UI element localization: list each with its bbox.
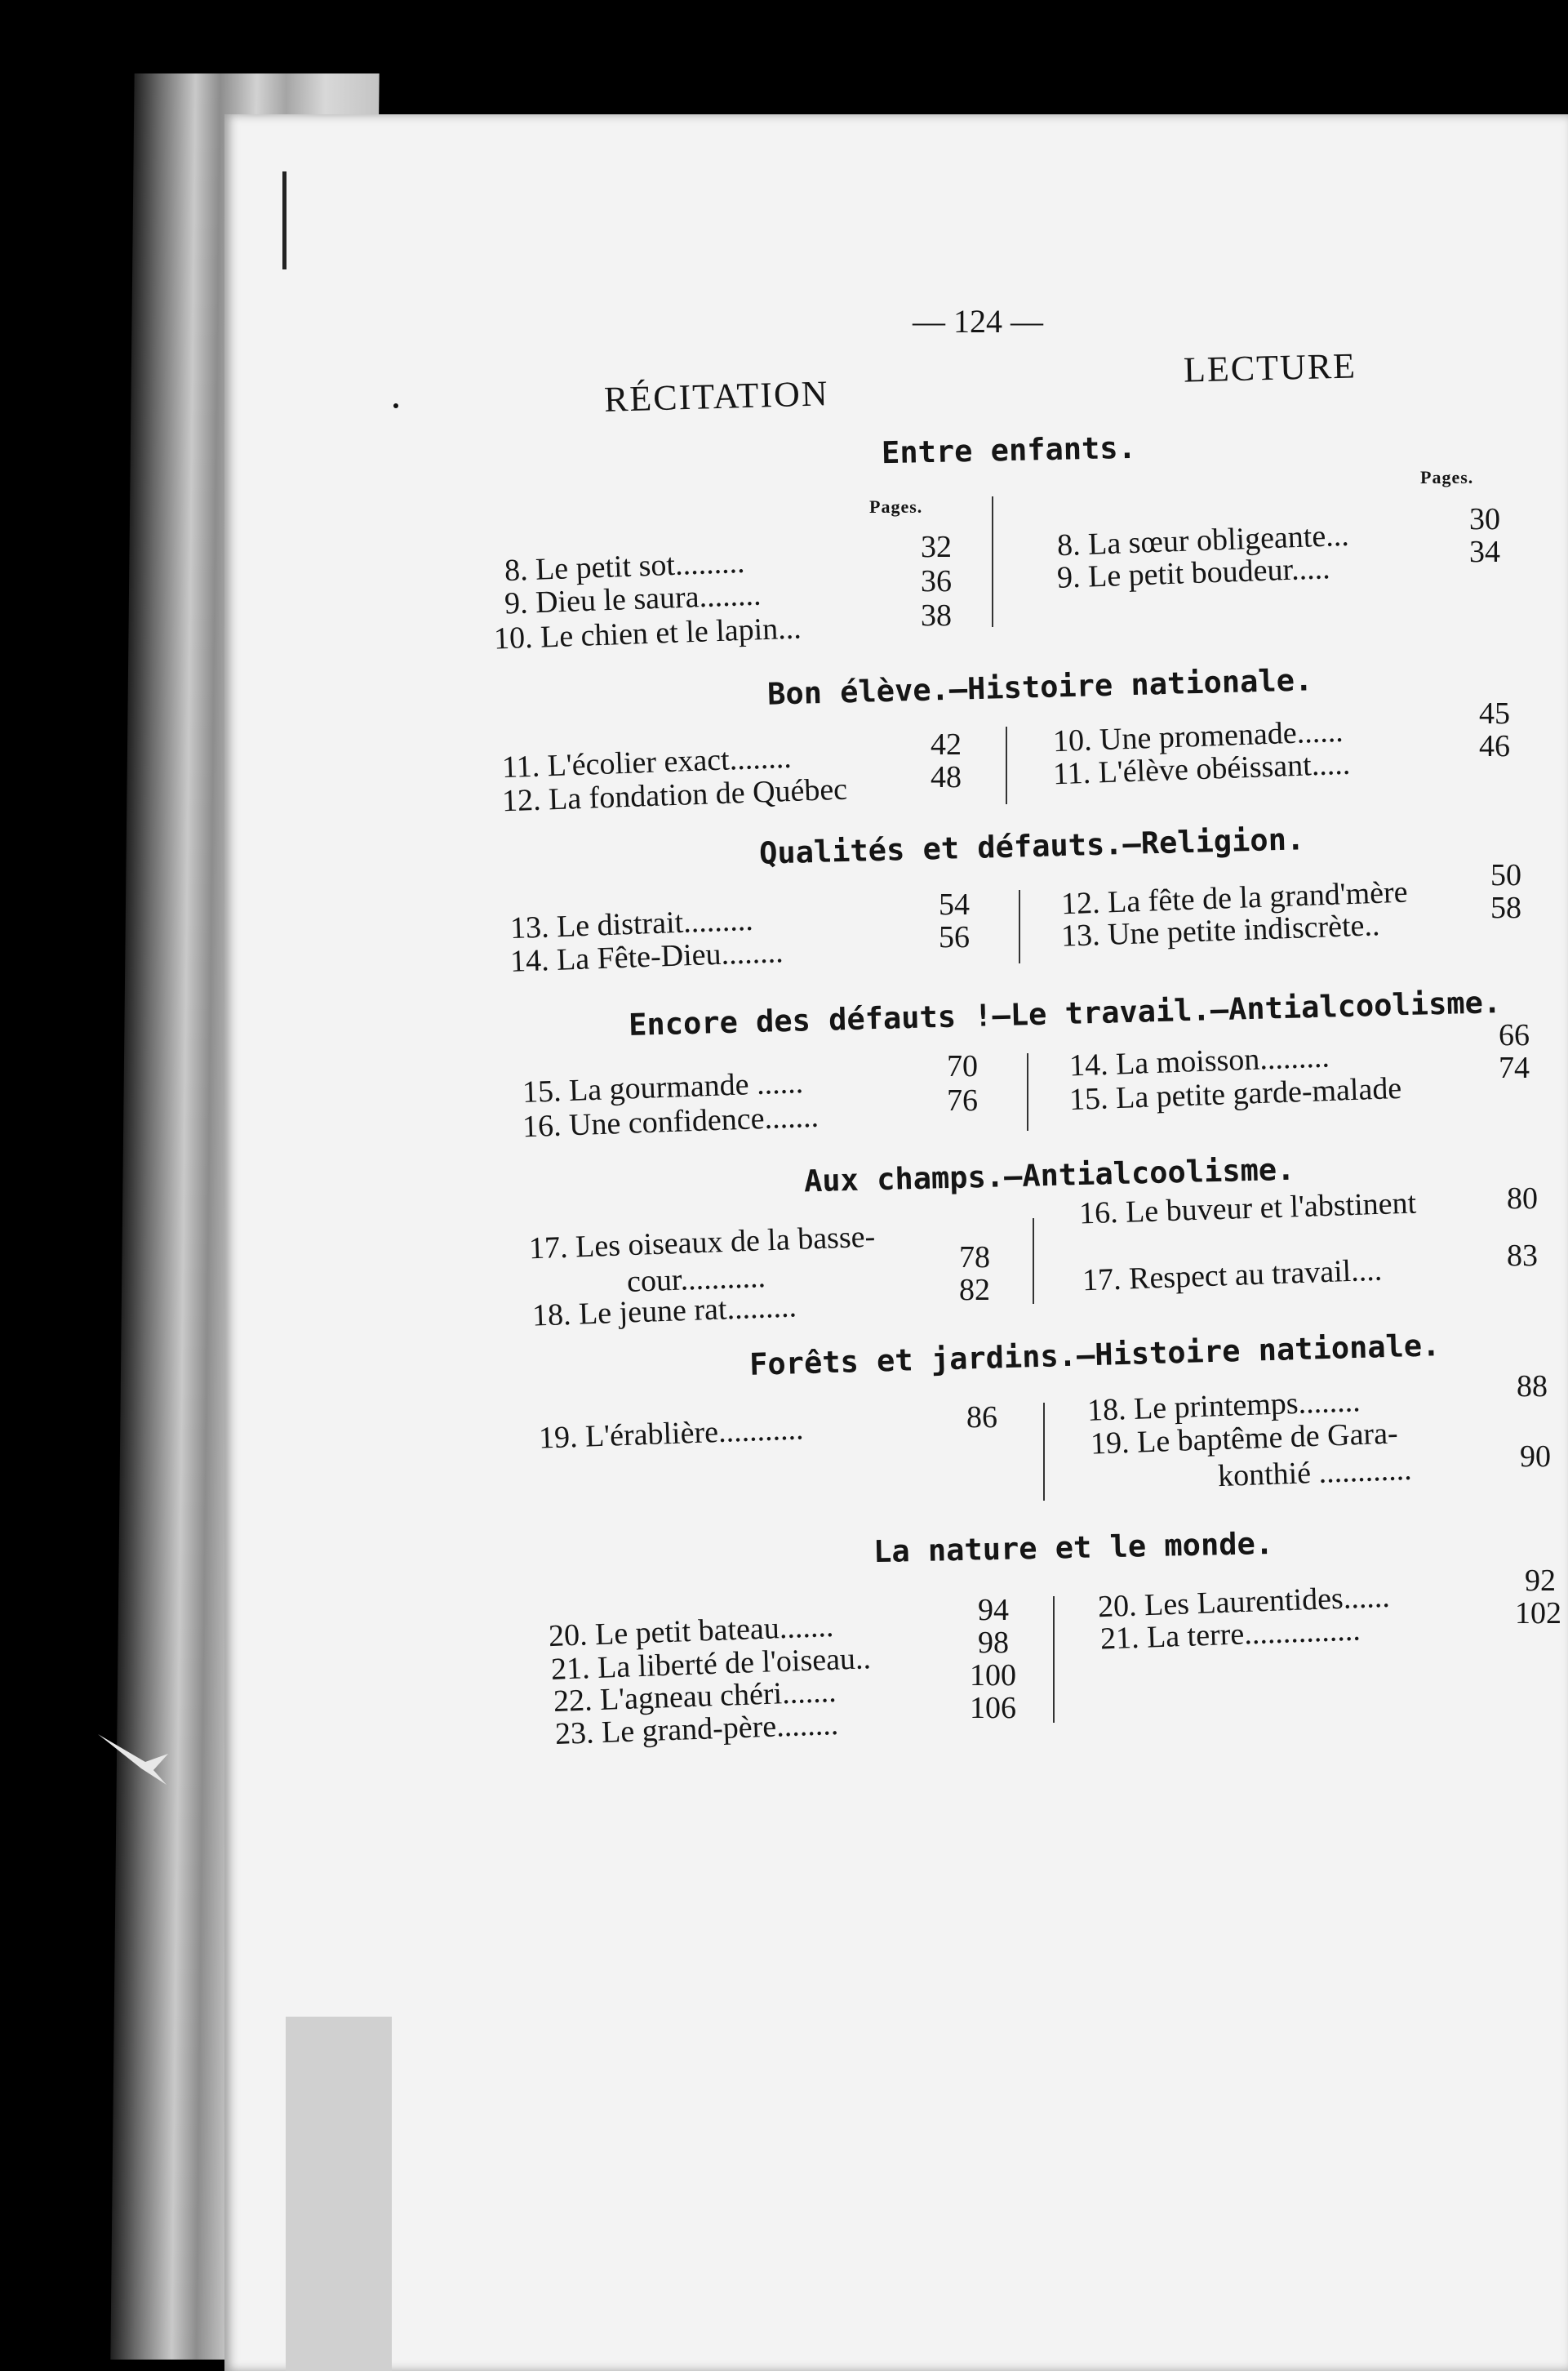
list-item: 15. La petite garde-malade (1068, 1070, 1402, 1118)
page-ref: 82 (959, 1273, 990, 1307)
section-title: Bon élève.—Histoire nationale. (766, 662, 1313, 712)
list-item: 16. Une confidence....... (522, 1099, 820, 1145)
section-title: Aux champs.—Antialcoolisme. (803, 1151, 1295, 1199)
list-item: 16. Le buveur et l'abstinent (1078, 1186, 1417, 1231)
section-title: Encore des défauts !—Le travail.—Antialcoolisme. (628, 985, 1502, 1043)
list-item: 20. Le petit bateau....... (548, 1608, 834, 1654)
page-ref: 32 (921, 530, 952, 564)
column-heading-recitation: RÉCITATION (603, 373, 830, 420)
page-ref: 92 (1525, 1564, 1556, 1598)
list-item: 19. L'érablière........... (538, 1412, 805, 1456)
page-ref: 45 (1479, 696, 1510, 731)
page-ref: 56 (939, 920, 970, 954)
list-item: 9. Dieu le saura........ (504, 577, 762, 621)
column-divider (992, 496, 993, 627)
page-ref: 66 (1499, 1018, 1530, 1052)
section-title: Entre enfants. (881, 429, 1137, 471)
section-title: La nature et le monde. (873, 1525, 1274, 1570)
page-ref: 70 (947, 1049, 978, 1083)
column-heading-lecture: LECTURE (1183, 345, 1357, 390)
list-item: 23. Le grand-père........ (554, 1706, 839, 1752)
page-ref: 30 (1469, 502, 1500, 536)
list-item: 13. Une petite indiscrète.. (1060, 908, 1381, 954)
column-divider (1027, 1053, 1028, 1131)
page-ref: 58 (1490, 891, 1521, 925)
page-ref: 54 (939, 887, 970, 922)
list-item: konthié ............ (1217, 1452, 1413, 1494)
list-item: 11. L'élève obéissant..... (1052, 746, 1351, 792)
pages-label-left: Pages. (869, 496, 923, 517)
page-ref: 42 (931, 727, 962, 762)
page-lower-tab (286, 2017, 392, 2371)
page-ref: 76 (947, 1083, 978, 1118)
page-ref: 34 (1469, 535, 1500, 569)
page-ref: 86 (966, 1400, 997, 1435)
page-ref: 100 (970, 1658, 1016, 1693)
page-ref: 90 (1520, 1439, 1551, 1474)
list-item: 21. La liberté de l'oiseau.. (550, 1641, 872, 1687)
list-item: 20. Les Laurentides...... (1097, 1579, 1391, 1625)
list-item: 13. Le distrait......... (509, 902, 754, 946)
page-ref: 98 (978, 1626, 1009, 1660)
dot-mark (393, 403, 398, 408)
page-number: — 124 — (913, 303, 1043, 340)
list-item: 21. La terre............... (1099, 1613, 1361, 1657)
list-item: 17. Respect au travail.... (1082, 1252, 1383, 1298)
list-item: 8. La sœur obligeante... (1056, 518, 1350, 563)
column-divider (1053, 1596, 1055, 1723)
list-item: 22. L'agneau chéri....... (553, 1674, 837, 1719)
list-item: 12. La fondation de Québec (501, 772, 848, 819)
list-item: cour........... (626, 1260, 766, 1299)
page-ref: 50 (1490, 858, 1521, 892)
list-item: 8. Le petit sot......... (504, 545, 746, 589)
page-ref: 78 (959, 1240, 990, 1274)
margin-mark (282, 171, 287, 269)
list-item: 11. L'écolier exact........ (501, 740, 793, 785)
list-item: 10. Une promenade...... (1052, 714, 1344, 759)
page-ref: 38 (921, 598, 952, 633)
column-divider (1019, 890, 1020, 963)
list-item: 10. Le chien et le lapin... (493, 611, 802, 656)
list-item: 19. Le baptême de Gara- (1090, 1416, 1399, 1461)
pin-mark-icon (96, 1729, 170, 1786)
column-divider (1006, 727, 1007, 804)
page-ref: 80 (1507, 1181, 1538, 1216)
list-item: 17. Les oiseaux de la basse- (528, 1219, 876, 1266)
page-ref: 36 (921, 564, 952, 598)
list-item: 9. Le petit boudeur..... (1056, 551, 1331, 595)
page-ref: 83 (1507, 1239, 1538, 1273)
page-ref: 46 (1479, 729, 1510, 763)
section-title: Qualités et défauts.—Religion. (758, 821, 1305, 871)
page-ref: 48 (931, 760, 962, 794)
list-item: 18. Le jeune rat......... (531, 1289, 797, 1333)
pages-label-right: Pages. (1420, 467, 1474, 487)
page-ref: 102 (1515, 1596, 1561, 1630)
page-ref: 88 (1517, 1369, 1548, 1403)
list-item: 15. La gourmande ...... (522, 1065, 804, 1110)
column-divider (1043, 1403, 1045, 1501)
page-ref: 106 (970, 1691, 1016, 1725)
page-ref: 74 (1499, 1051, 1530, 1085)
page-ref: 94 (978, 1593, 1009, 1627)
section-title: Forêts et jardins.—Histoire nationale. (748, 1328, 1441, 1382)
list-item: 14. La Fête-Dieu........ (509, 935, 784, 979)
column-divider (1033, 1218, 1034, 1304)
list-item: 18. Le printemps........ (1086, 1384, 1361, 1428)
list-item: 14. La moisson......... (1068, 1039, 1330, 1083)
list-item: 12. La fête de la grand'mère (1060, 874, 1409, 922)
